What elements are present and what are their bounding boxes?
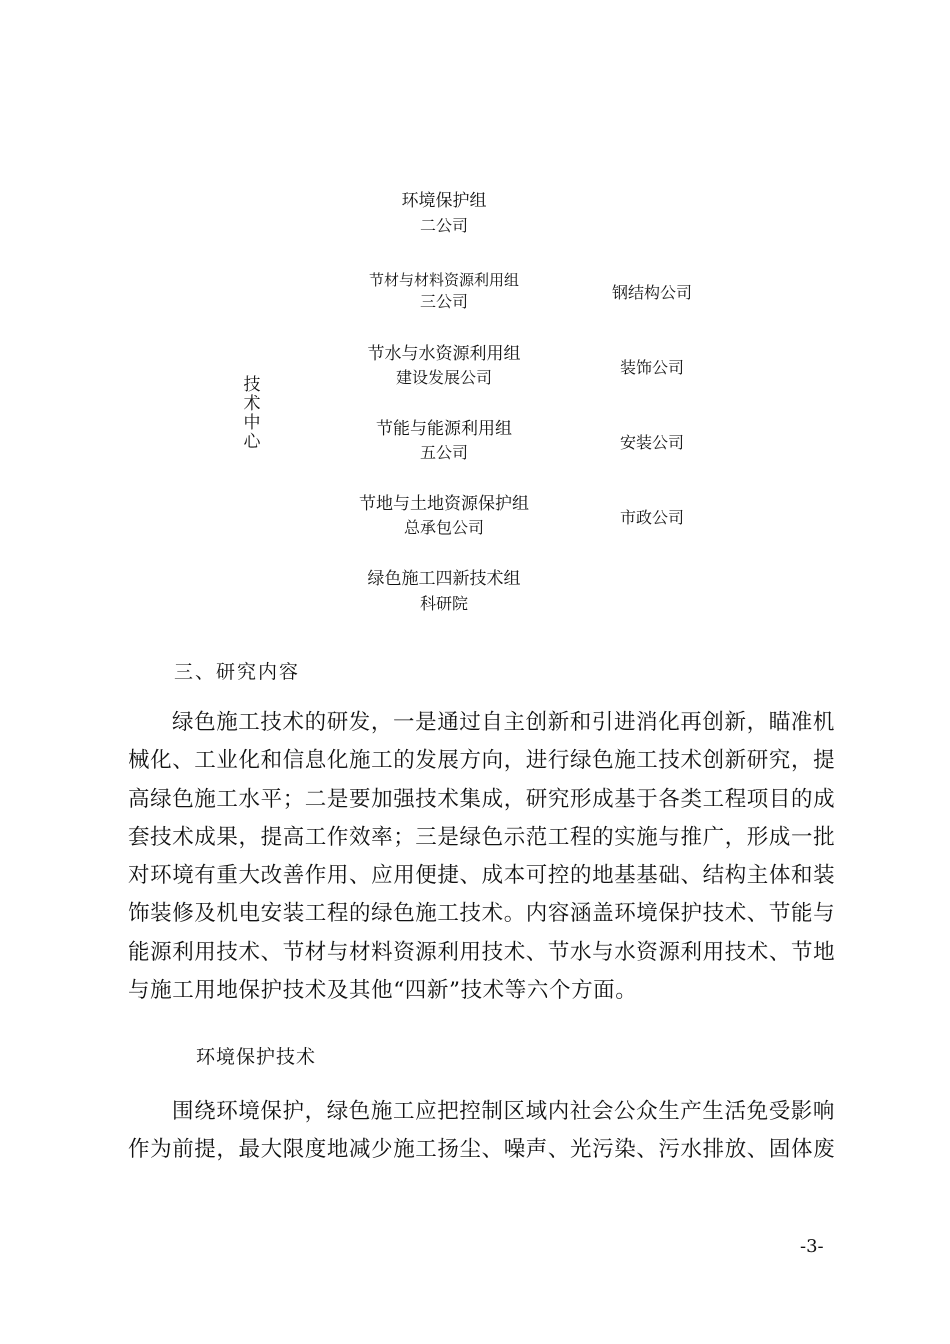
section-paragraph <box>128 704 836 1010</box>
subsection-paragraph <box>128 1093 836 1170</box>
page-number: -3- <box>800 1236 824 1257</box>
paragraph-line: 与施工用地保护技术及其他“四新”技术等六个方面。 <box>128 978 638 1004</box>
group-unit: 总承包公司 <box>403 518 485 537</box>
tech-center-char: 中 <box>243 413 261 433</box>
group-unit: 建设发展公司 <box>395 368 493 387</box>
subsection-heading: 环境保护技术 <box>196 1046 317 1068</box>
right-unit: 安装公司 <box>619 433 685 452</box>
group-name: 绿色施工四新技术组 <box>367 569 521 589</box>
group-name: 环境保护组 <box>401 191 487 211</box>
right-unit: 钢结构公司 <box>611 283 693 302</box>
paragraph-line: 饰装修及机电安装工程的绿色施工技术。内容涵盖环境保护技术、节能与 <box>128 901 836 927</box>
group-unit: 二公司 <box>419 216 469 235</box>
paragraph-line: 作为前提，最大限度地减少施工扬尘、噪声、光污染、污水排放、固体废 <box>128 1137 836 1163</box>
right-unit: 市政公司 <box>619 508 685 527</box>
section-heading: 三、研究内容 <box>174 661 301 683</box>
group-unit: 科研院 <box>419 594 469 613</box>
group-name: 节水与水资源利用组 <box>367 344 521 364</box>
tech-center-char: 心 <box>243 432 261 452</box>
paragraph-line: 对环境有重大改善作用、应用便捷、成本可控的地基基础、结构主体和装 <box>128 863 836 889</box>
group-name: 节地与土地资源保护组 <box>359 494 529 514</box>
paragraph-line: 套技术成果，提高工作效率；三是绿色示范工程的实施与推广，形成一批 <box>128 824 836 850</box>
group-name: 节能与能源利用组 <box>376 419 512 439</box>
tech-center-char: 术 <box>243 394 261 414</box>
paragraph-line: 绿色施工技术的研发，一是通过自主创新和引进消化再创新，瞄准机 <box>172 710 836 735</box>
tech-center-label <box>240 376 264 452</box>
paragraph-line: 能源利用技术、节材与材料资源利用技术、节水与水资源利用技术、节地 <box>128 939 836 965</box>
tech-center-char: 技 <box>243 375 261 395</box>
paragraph-line: 械化、工业化和信息化施工的发展方向，进行绿色施工技术创新研究，提 <box>128 748 836 774</box>
paragraph-line: 围绕环境保护，绿色施工应把控制区域内社会公众生产生活免受影响 <box>172 1099 836 1124</box>
right-unit: 装饰公司 <box>619 358 685 377</box>
group-unit: 三公司 <box>419 292 469 311</box>
group-unit: 五公司 <box>419 443 469 462</box>
paragraph-line: 高绿色施工水平；二是要加强技术集成，研究形成基于各类工程项目的成 <box>128 786 836 812</box>
group-name: 节材与材料资源利用组 <box>368 271 520 289</box>
